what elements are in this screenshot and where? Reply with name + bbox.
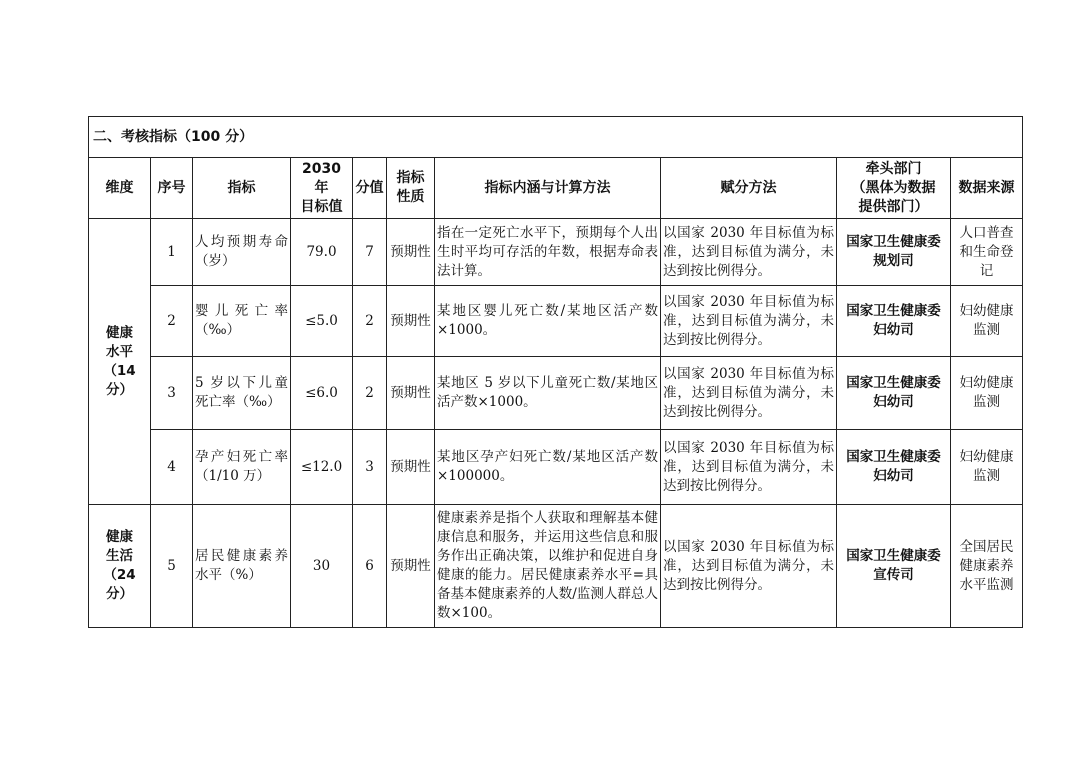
header-scoring: 赋分方法	[661, 158, 837, 219]
header-target: 2030 年 目标值	[291, 158, 353, 219]
lead-cell: 国家卫生健康委 妇幼司	[837, 357, 951, 430]
header-method: 指标内涵与计算方法	[435, 158, 661, 219]
table-row	[89, 505, 1023, 628]
lead-cell: 国家卫生健康委 宣传司	[837, 505, 951, 628]
table-row	[89, 357, 1023, 430]
seq-cell: 4	[151, 430, 193, 505]
table-row	[89, 219, 1023, 286]
target-cell: 79.0	[291, 219, 353, 286]
scoring-cell: 以国家 2030 年目标值为标准，达到目标值为满分，未达到按比例得分。	[661, 430, 837, 505]
indicator-cell: 5 岁以下儿童死亡率（‰）	[193, 357, 291, 430]
section-title: 二、考核指标（100 分）	[89, 117, 1023, 158]
target-cell: 30	[291, 505, 353, 628]
header-dimension: 维度	[89, 158, 151, 219]
scoring-cell: 以国家 2030 年目标值为标准，达到目标值为满分，未达到按比例得分。	[661, 505, 837, 628]
dimension-cell: 健康 生活 （24 分）	[89, 505, 151, 628]
method-cell: 健康素养是指个人获取和理解基本健康信息和服务，并运用这些信息和服务作出正确决策，以维护和促进自身健康的能力。居民健康素养水平=具备基本健康素养的人数/监测人群总人数×100。	[435, 505, 661, 628]
indicator-cell: 居民健康素养水平（%）	[193, 505, 291, 628]
source-cell: 妇幼健康监测	[951, 286, 1023, 357]
header-score: 分值	[353, 158, 387, 219]
seq-cell: 1	[151, 219, 193, 286]
header-lead: 牵头部门 （黑体为数据 提供部门）	[837, 158, 951, 219]
nature-cell: 预期性	[387, 286, 435, 357]
nature-cell: 预期性	[387, 219, 435, 286]
method-cell: 某地区 5 岁以下儿童死亡数/某地区活产数×1000。	[435, 357, 661, 430]
score-cell: 2	[353, 357, 387, 430]
source-cell: 人口普查和生命登记	[951, 219, 1023, 286]
lead-cell: 国家卫生健康委 规划司	[837, 219, 951, 286]
nature-cell: 预期性	[387, 357, 435, 430]
header-indicator: 指标	[193, 158, 291, 219]
source-cell: 妇幼健康监测	[951, 430, 1023, 505]
target-cell: ≤6.0	[291, 357, 353, 430]
header-row	[89, 158, 1023, 219]
score-cell: 7	[353, 219, 387, 286]
assessment-table	[88, 116, 1023, 628]
method-cell: 某地区孕产妇死亡数/某地区活产数×100000。	[435, 430, 661, 505]
indicator-cell: 孕产妇死亡率（1/10 万）	[193, 430, 291, 505]
source-cell: 妇幼健康监测	[951, 357, 1023, 430]
table-row	[89, 286, 1023, 357]
header-seq: 序号	[151, 158, 193, 219]
nature-cell: 预期性	[387, 505, 435, 628]
method-cell: 某地区婴儿死亡数/某地区活产数×1000。	[435, 286, 661, 357]
header-source: 数据来源	[951, 158, 1023, 219]
seq-cell: 5	[151, 505, 193, 628]
target-cell: ≤12.0	[291, 430, 353, 505]
dimension-cell: 健康 水平 （14 分）	[89, 219, 151, 505]
source-cell: 全国居民健康素养水平监测	[951, 505, 1023, 628]
method-cell: 指在一定死亡水平下，预期每个人出生时平均可存活的年数，根据寿命表法计算。	[435, 219, 661, 286]
indicator-cell: 人均预期寿命（岁）	[193, 219, 291, 286]
indicator-cell: 婴儿死亡率（‰）	[193, 286, 291, 357]
table-row	[89, 430, 1023, 505]
score-cell: 3	[353, 430, 387, 505]
header-nature: 指标 性质	[387, 158, 435, 219]
seq-cell: 2	[151, 286, 193, 357]
scoring-cell: 以国家 2030 年目标值为标准，达到目标值为满分，未达到按比例得分。	[661, 219, 837, 286]
score-cell: 2	[353, 286, 387, 357]
nature-cell: 预期性	[387, 430, 435, 505]
lead-cell: 国家卫生健康委 妇幼司	[837, 430, 951, 505]
score-cell: 6	[353, 505, 387, 628]
seq-cell: 3	[151, 357, 193, 430]
target-cell: ≤5.0	[291, 286, 353, 357]
lead-cell: 国家卫生健康委 妇幼司	[837, 286, 951, 357]
scoring-cell: 以国家 2030 年目标值为标准，达到目标值为满分，未达到按比例得分。	[661, 357, 837, 430]
scoring-cell: 以国家 2030 年目标值为标准，达到目标值为满分，未达到按比例得分。	[661, 286, 837, 357]
